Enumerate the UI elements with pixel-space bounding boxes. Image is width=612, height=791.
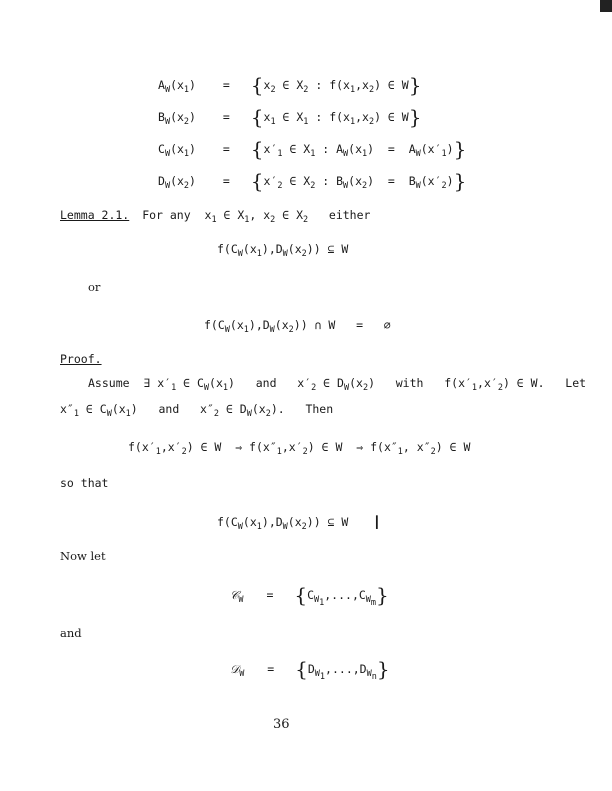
lemma-case-2: $f(C_W(x_1),D_W(x_2))$ ∩ W = ∅ xyxy=(204,318,391,335)
def-b-body: $x_1$ ∈ $X_1$ : $f(x_1,x_2)$ ∈ W xyxy=(263,110,409,127)
def-a-row: $A_W(x_1) = \{x_2$ ∈ $X_2$ : $f(x_1,x_2)$ ∈ W} xyxy=(158,73,422,97)
so-that-text: so that xyxy=(60,476,109,490)
proof-implication-chain: $f(x'_1,x'_2)$ ∈ W ⇒ $f(x''_1,x'_2)$ ∈ W ⇒ $f(x''_1$, $x''_2$) ∈ W xyxy=(128,440,471,457)
lemma-line xyxy=(60,208,371,225)
def-d-lhs: $D_W(x_2)$ xyxy=(158,174,196,191)
page-number: 36 xyxy=(273,717,290,732)
proof-label: Proof. xyxy=(60,352,102,366)
def-d-body: $x'_2$ ∈ $X_2$ : $B_W(x_2) = B_W(x'_2)$ xyxy=(263,174,454,191)
set-c-definition: 𝒞$_W$ = $\{C_{W_1},...,C_{W_m}\}$ xyxy=(230,583,389,608)
qed-mark: ▎ xyxy=(376,515,383,529)
set-d-definition: 𝒟$_W$ = $\{D_{W_1},...,D_{W_n}\}$ xyxy=(230,657,390,682)
set-d-symbol: 𝒟 xyxy=(230,662,240,676)
proof-conclusion: $f(C_W(x_1),D_W(x_2))$ ⊆ W ▎ xyxy=(217,515,383,532)
def-b-lhs: $B_W(x_2)$ xyxy=(158,110,196,127)
proof-line-2: $x''_1$ ∈ $C_W(x_1)$ and $x''_2$ ∈ $D_W(x_2)$. Then xyxy=(60,402,334,419)
lemma-label: Lemma 2.1. xyxy=(60,208,130,222)
or-text: or xyxy=(88,280,101,294)
def-c-row: $C_W(x_1) = \{x'_1$ ∈ $X_1$ : $A_W(x_1) = A_W(x'_1)$} xyxy=(158,137,467,161)
lemma-case-1: $f(C_W(x_1),D_W(x_2))$ ⊆ W xyxy=(217,242,349,259)
def-c-body: $x'_1$ ∈ $X_1$ : $A_W(x_1) = A_W(x'_1)$ xyxy=(263,142,454,159)
proof-line-1: Assume ∃ $x'_1$ ∈ $C_W(x_1)$ and $x'_2$ ∈ $D_W(x_2)$ with $f(x'_1,x'_2)$ ∈ W. Let xyxy=(88,376,587,393)
and-text: and xyxy=(60,626,82,640)
now-let-text: Now let xyxy=(60,549,106,563)
lemma-text: For any $x_1$ ∈ $X_1$, $x_2$ ∈ $X_2$ either xyxy=(142,208,371,225)
def-b-row: $B_W(x_2) = \{x_1$ ∈ $X_1$ : $f(x_1,x_2)$ ∈ W} xyxy=(158,105,422,129)
def-a-body: $x_2$ ∈ $X_2$ : $f(x_1,x_2)$ ∈ W xyxy=(263,78,409,95)
def-c-lhs: $C_W(x_1)$ xyxy=(158,142,196,159)
def-a-lhs: $A_W(x_1)$ xyxy=(158,78,196,95)
def-d-row: $D_W(x_2) = \{x'_2$ ∈ $X_2$ : $B_W(x_2) = B_W(x'_2)$} xyxy=(158,169,467,193)
set-c-symbol: 𝒞 xyxy=(230,588,239,602)
corner-mark xyxy=(600,0,612,12)
